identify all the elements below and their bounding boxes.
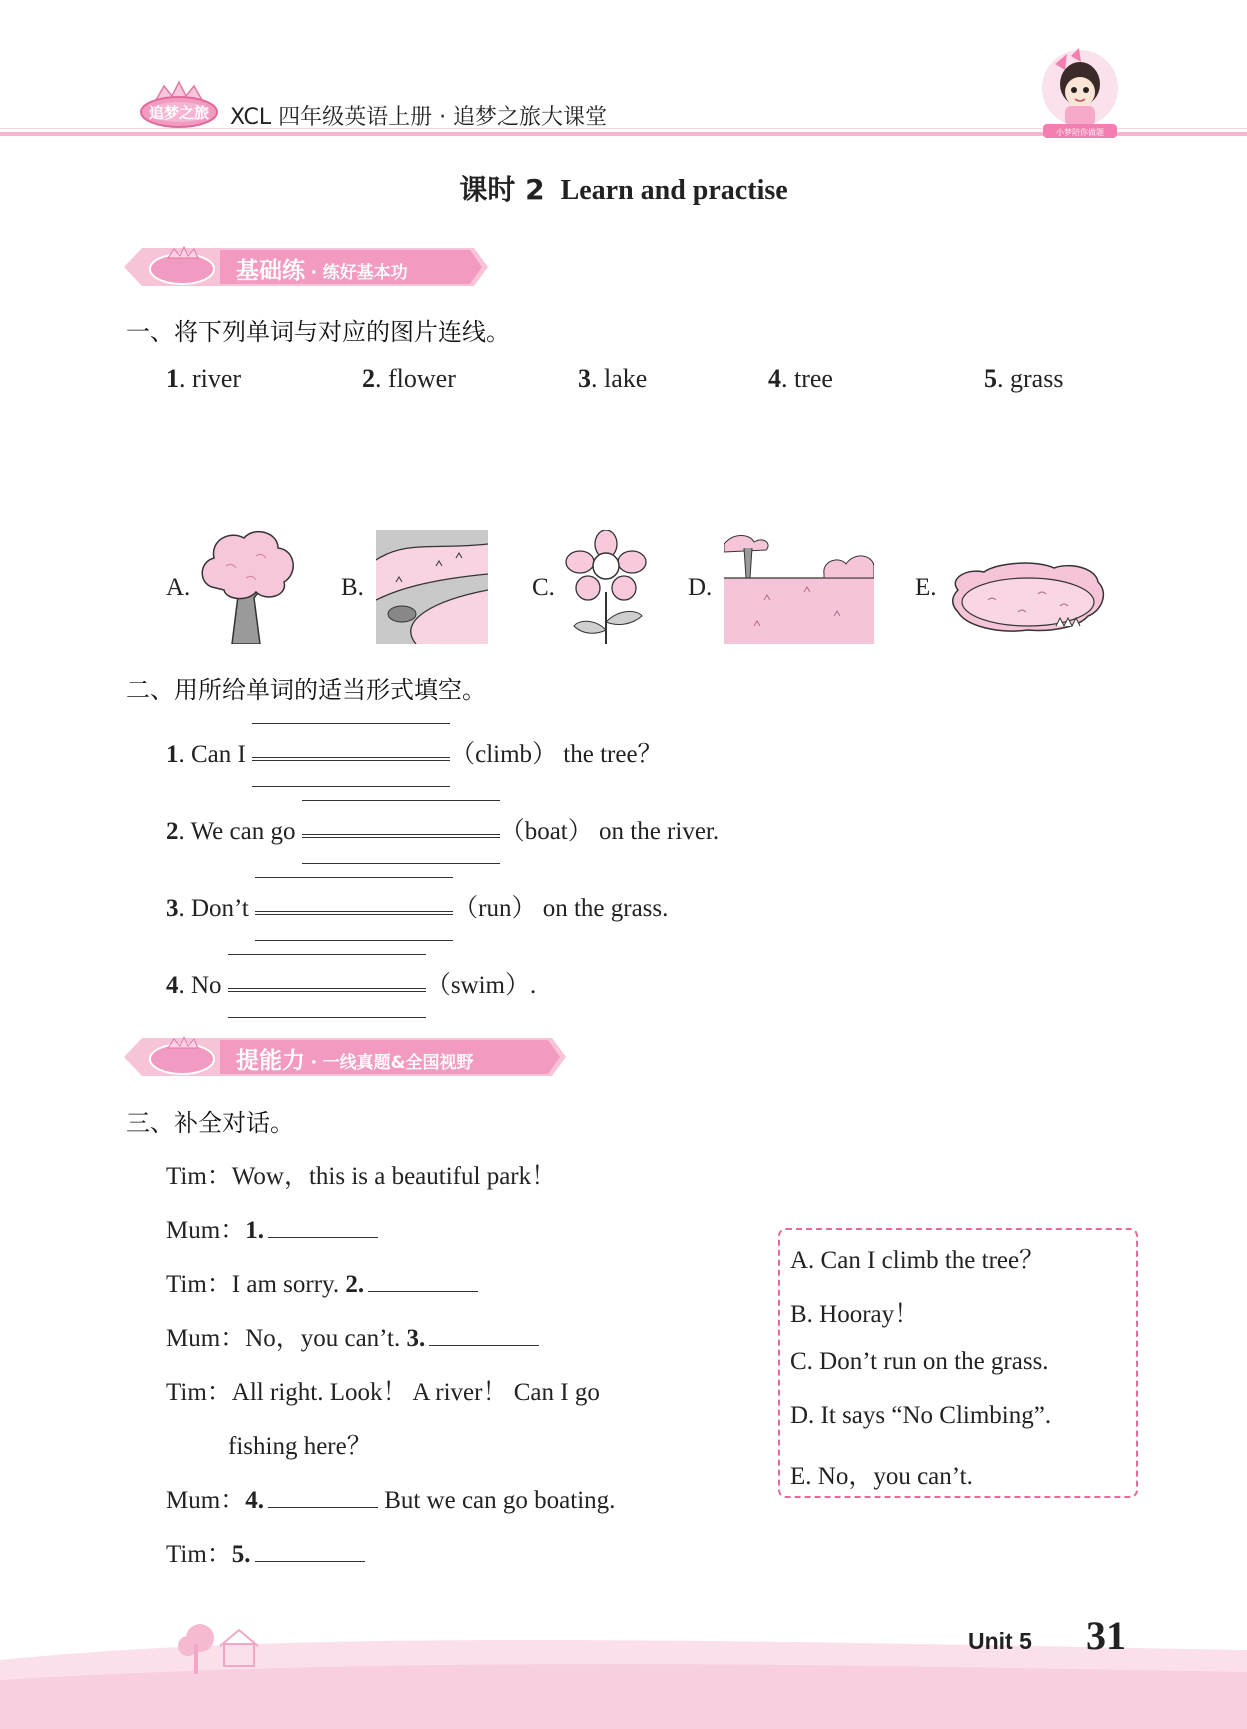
option-c: C. Don’t run on the grass.: [790, 1348, 1049, 1375]
lesson-name: Learn and practise: [560, 175, 788, 206]
fill-hint: （swim）: [425, 972, 530, 999]
fill-after: .: [530, 972, 537, 999]
answer-blank[interactable]: [429, 1344, 539, 1346]
dialogue-line-3: [166, 1264, 478, 1300]
fill-hint: （boat）: [499, 818, 593, 845]
option-e: E. No，you can’t.: [790, 1463, 973, 1490]
word-num: 1: [166, 364, 179, 393]
speaker: Tim：: [166, 1163, 232, 1190]
word-item-1: 1. river: [166, 364, 242, 393]
blank-num: 1.: [245, 1217, 264, 1244]
blank-num: 4.: [245, 1487, 264, 1514]
fill-after: on the grass.: [542, 895, 669, 922]
brand-logo-icon: [138, 78, 220, 132]
word-num: 3: [578, 364, 591, 393]
fill-num: 1: [166, 741, 179, 768]
fill-item-1: 1. Can I （climb） the tree？: [166, 734, 663, 770]
unit-label: Unit 5: [968, 1628, 1032, 1654]
word-item-3: 3. lake: [578, 364, 648, 393]
fill-num: 3: [166, 895, 179, 922]
blank-num: 3.: [406, 1325, 426, 1352]
picture-label-b: B.: [341, 574, 364, 601]
answer-blank[interactable]: [255, 1560, 365, 1562]
speaker: Tim：: [166, 1379, 232, 1406]
dialogue-line-8: [166, 1534, 365, 1570]
word-num: 2: [362, 364, 375, 393]
fill-before: No: [191, 972, 222, 999]
fill-before: We can go: [190, 818, 296, 845]
section-banner-advanced: [124, 1034, 566, 1080]
fill-after: the tree？: [563, 741, 663, 768]
speaker: Tim：: [166, 1271, 232, 1298]
word-text: flower: [388, 364, 456, 393]
word-num: 5: [984, 364, 997, 393]
dialogue-line-5: [166, 1372, 600, 1408]
banner-advanced-main: 提能力: [236, 1048, 305, 1074]
word-text: tree: [794, 364, 833, 393]
dialogue-line-1: [166, 1156, 556, 1192]
fill-item-3: 3. Don’t （run） on the grass.: [166, 888, 668, 924]
fill-before: Can I: [191, 741, 246, 768]
section-banner-basic: [124, 244, 488, 290]
logo-text: 追梦之旅: [148, 104, 210, 122]
fill-item-4: 4. No （swim）.: [166, 965, 536, 1001]
blank-num: 2.: [345, 1271, 365, 1298]
section2-heading: 二、用所给单词的适当形式填空。: [126, 676, 486, 704]
speaker: Mum：: [166, 1217, 246, 1244]
answer-blank[interactable]: [252, 734, 450, 762]
header-title: XCL 四年级英语上册 · 追梦之旅大课堂: [230, 105, 608, 130]
speaker: Tim：: [166, 1541, 232, 1568]
word-text: lake: [604, 364, 648, 393]
option-b: B. Hooray！: [790, 1301, 920, 1328]
section1-heading: 一、将下列单词与对应的图片连线。: [126, 318, 510, 346]
fill-num: 2: [166, 818, 179, 845]
lesson-title: [0, 168, 1247, 208]
lesson-label: 课时 2: [459, 173, 545, 206]
speaker: Mum：: [166, 1487, 246, 1514]
fill-num: 4: [166, 972, 179, 999]
picture-label-c: C.: [532, 574, 555, 601]
footer-wave-icon: [0, 1620, 1247, 1729]
line-text: All right. Look！ A river！ Can I go: [231, 1379, 600, 1406]
speaker: Mum：: [166, 1325, 246, 1352]
lake-icon: [948, 560, 1108, 644]
grass-icon: [724, 530, 874, 644]
fill-hint: （run）: [453, 895, 537, 922]
answer-blank[interactable]: [368, 1290, 478, 1292]
answer-blank[interactable]: [302, 811, 500, 839]
flower-icon: [564, 530, 648, 646]
dialogue-line-2: [166, 1210, 378, 1246]
dialogue-line-4: [166, 1318, 539, 1354]
mascot-icon: [1035, 44, 1125, 140]
banner-basic-main: 基础练: [236, 258, 305, 284]
option-d: D. It says “No Climbing”.: [790, 1402, 1052, 1429]
dialogue-line-6: [228, 1426, 372, 1462]
answer-blank[interactable]: [228, 965, 426, 993]
section3-heading: 三、补全对话。: [126, 1109, 294, 1137]
line-text: I am sorry.: [231, 1271, 340, 1298]
mascot-caption: 小梦陪你做题: [1056, 128, 1104, 137]
fill-hint: （climb）: [450, 741, 558, 768]
picture-label-d: D.: [688, 574, 713, 601]
banner-basic-dot: ·: [310, 263, 318, 283]
tree-icon: [196, 526, 300, 644]
river-icon: [376, 530, 488, 644]
fill-item-2: 2. We can go （boat） on the river.: [166, 811, 719, 847]
page-number: 31: [1086, 1613, 1126, 1658]
banner-basic-sub: 练好基本功: [322, 263, 408, 283]
dialogue-line-7: [166, 1480, 615, 1516]
fill-before: Don’t: [191, 895, 249, 922]
line-text: fishing here？: [228, 1433, 372, 1460]
word-text: grass: [1010, 364, 1064, 393]
word-item-5: 5. grass: [984, 364, 1064, 393]
fill-after: on the river.: [599, 818, 720, 845]
word-text: river: [192, 364, 242, 393]
answer-blank[interactable]: [268, 1236, 378, 1238]
picture-label-a: A.: [166, 574, 191, 601]
option-a: A. Can I climb the tree？: [790, 1247, 1045, 1274]
word-item-2: 2. flower: [362, 364, 456, 393]
answer-blank[interactable]: [255, 888, 453, 916]
banner-advanced-sub: 一线真题&全国视野: [322, 1053, 474, 1073]
line-text: But we can go boating.: [384, 1487, 616, 1514]
word-num: 4: [768, 364, 781, 393]
word-item-4: 4. tree: [768, 364, 833, 393]
picture-label-e: E.: [915, 574, 937, 601]
blank-num: 5.: [231, 1541, 251, 1568]
line-text: No，you can’t.: [245, 1325, 401, 1352]
banner-advanced-dot: ·: [310, 1053, 318, 1073]
answer-blank[interactable]: [268, 1506, 378, 1508]
line-text: Wow，this is a beautiful park！: [231, 1163, 557, 1190]
